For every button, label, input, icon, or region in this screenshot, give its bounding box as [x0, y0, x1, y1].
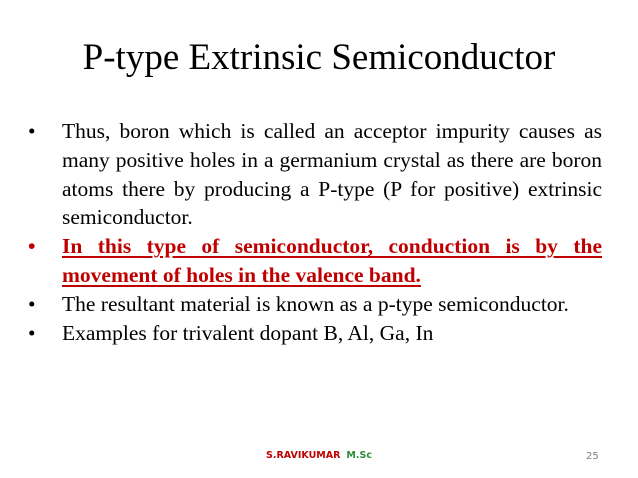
bullet-item-emphasized	[24, 232, 602, 290]
author-degree: M.Sc	[346, 450, 372, 461]
bullet-text: Examples for trivalent dopant B, Al, Ga, In	[62, 320, 434, 345]
bullet-text: Thus, boron which is called an acceptor impurity causes as many positive holes in a germanium crystal as there are boron atoms there by producing a P-type (P for positive) extrinsic semiconductor.	[62, 119, 602, 230]
page-number: 25	[586, 451, 599, 462]
bullet-marker: •	[28, 234, 36, 259]
bullet-marker: •	[28, 291, 36, 316]
author-name: S.RAVIKUMAR	[266, 450, 341, 461]
bullet-list	[24, 117, 602, 347]
footer-credit	[0, 450, 638, 462]
bullet-text: The resultant material is known as a p-type semiconductor.	[62, 291, 569, 316]
bullet-item	[24, 117, 602, 232]
bullet-marker: •	[28, 320, 36, 345]
bullet-text: In this type of semiconductor, conduction is by the movement of holes in the valence band.	[62, 234, 602, 287]
slide-title: P-type Extrinsic Semiconductor	[82, 37, 556, 78]
bullet-marker: •	[28, 119, 36, 143]
bullet-item	[24, 290, 602, 319]
bullet-item	[24, 319, 602, 348]
